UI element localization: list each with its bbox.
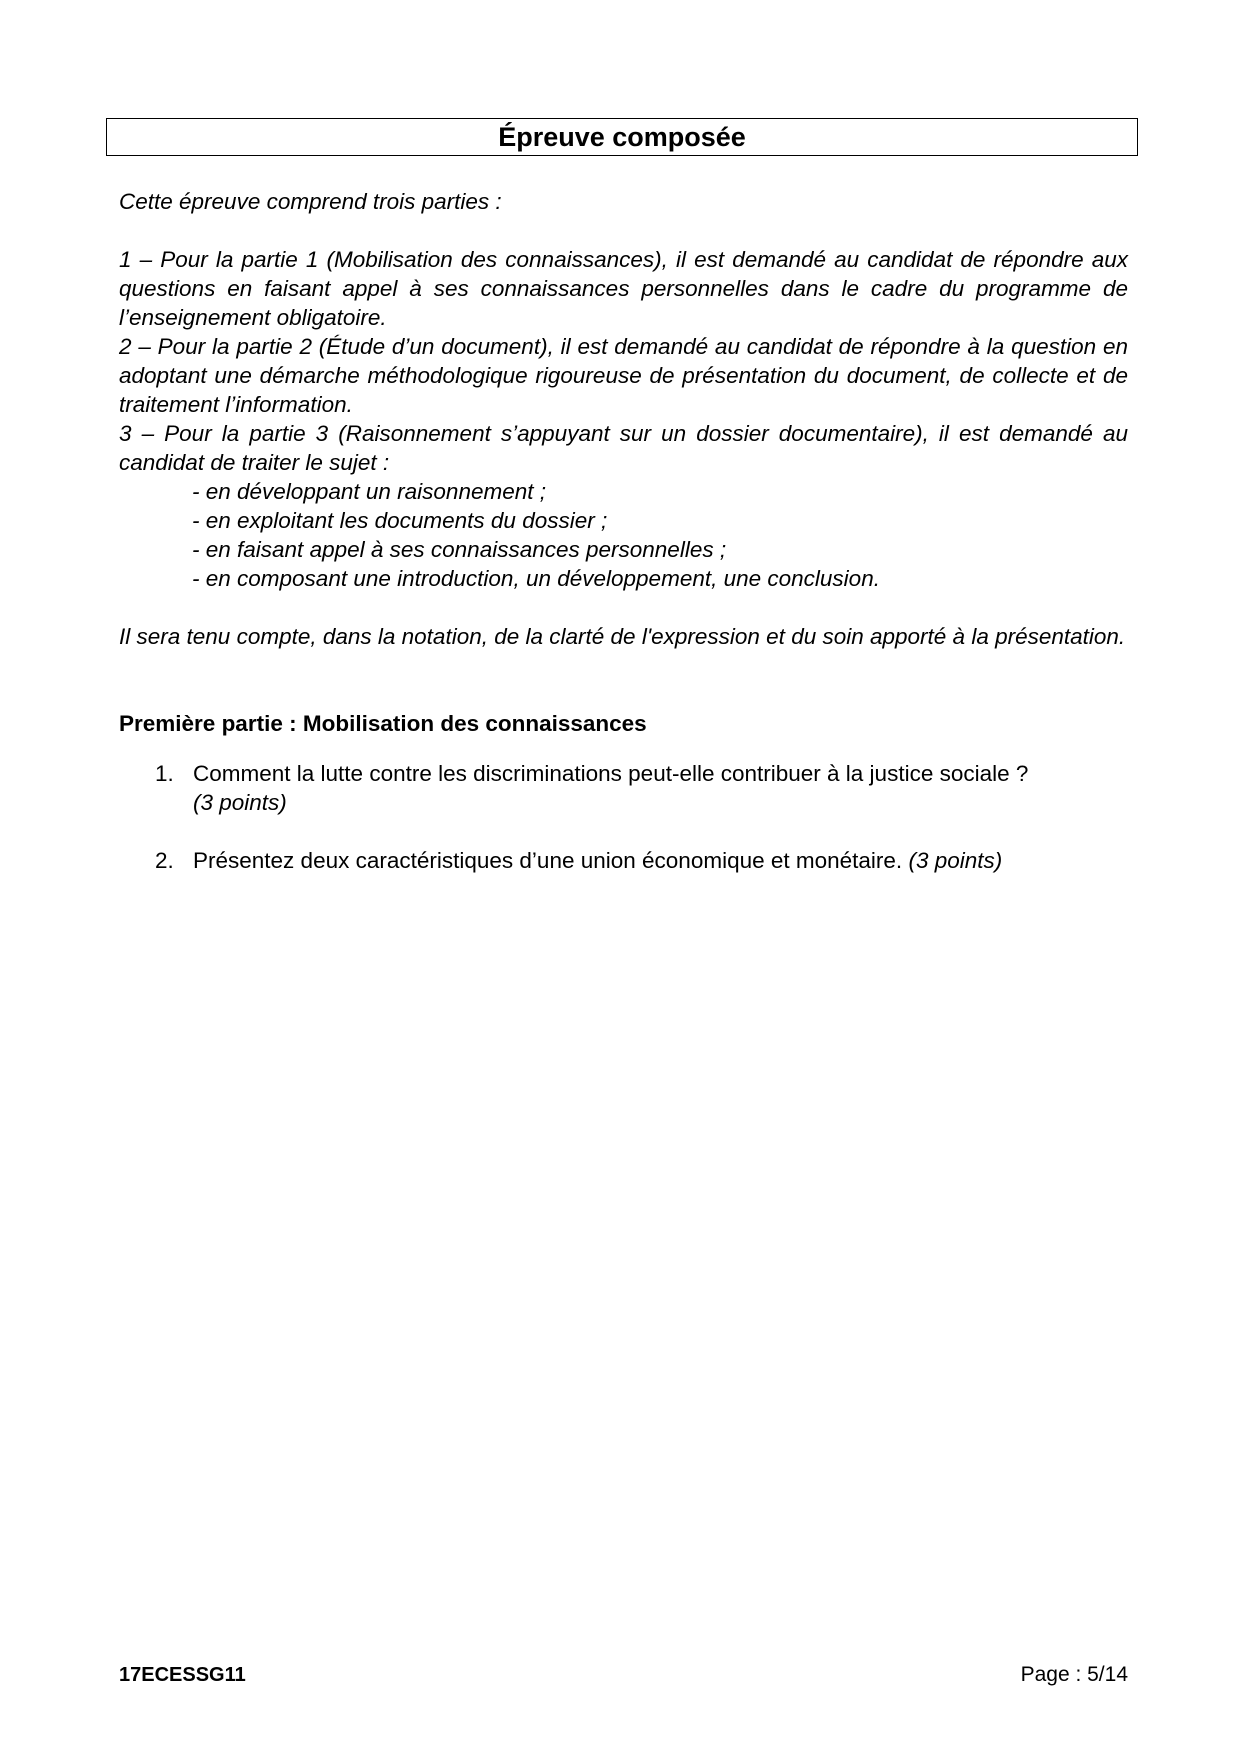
question-number: 2. — [155, 848, 174, 873]
document-body — [119, 187, 1128, 904]
list-item: - en faisant appel à ses connaissances personnelles ; — [192, 537, 727, 562]
part-3-instructions: 3 – Pour la partie 3 (Raisonnement s’appuyant sur un dossier documentaire), il est demandé au candidat de traiter le sujet : — [119, 421, 1128, 475]
question-item — [119, 759, 1128, 817]
question-item — [119, 846, 1128, 875]
exam-code: 17ECESSG11 — [119, 1664, 246, 1686]
question-text: Présentez deux caractéristiques d’une union économique et monétaire. — [193, 848, 903, 873]
list-item: - en développant un raisonnement ; — [192, 479, 546, 504]
page-number: Page : 5/14 — [1020, 1663, 1128, 1686]
question-points: (3 points) — [193, 790, 287, 815]
part-2-instructions: 2 – Pour la partie 2 (Étude d’un document), il est demandé au candidat de répondre à la question en adoptant une démarche méthodologique rigoureuse de présentation du document, de collecte et de traitement l’information. — [119, 334, 1128, 417]
questions-list — [119, 759, 1128, 875]
question-number: 1. — [155, 761, 174, 786]
question-text: Comment la lutte contre les discriminations peut-elle contribuer à la justice sociale ? — [193, 761, 1029, 786]
intro-text: Cette épreuve comprend trois parties : — [119, 189, 502, 214]
notation-note: Il sera tenu compte, dans la notation, de la clarté de l'expression et du soin apporté à la présentation. — [119, 624, 1126, 649]
part-3-requirements-list — [119, 477, 1128, 593]
part-1-instructions: 1 – Pour la partie 1 (Mobilisation des connaissances), il est demandé au candidat de répondre aux questions en faisant appel à ses connaissances personnelles dans le cadre du programme de l’enseignement obligatoire. — [119, 247, 1128, 330]
section-heading: Première partie : Mobilisation des connaissances — [119, 711, 647, 736]
question-points: (3 points) — [908, 848, 1003, 873]
exam-title: Épreuve composée — [106, 118, 1138, 156]
list-item: - en exploitant les documents du dossier ; — [192, 508, 608, 533]
list-item: - en composant une introduction, un développement, une conclusion. — [192, 566, 880, 591]
